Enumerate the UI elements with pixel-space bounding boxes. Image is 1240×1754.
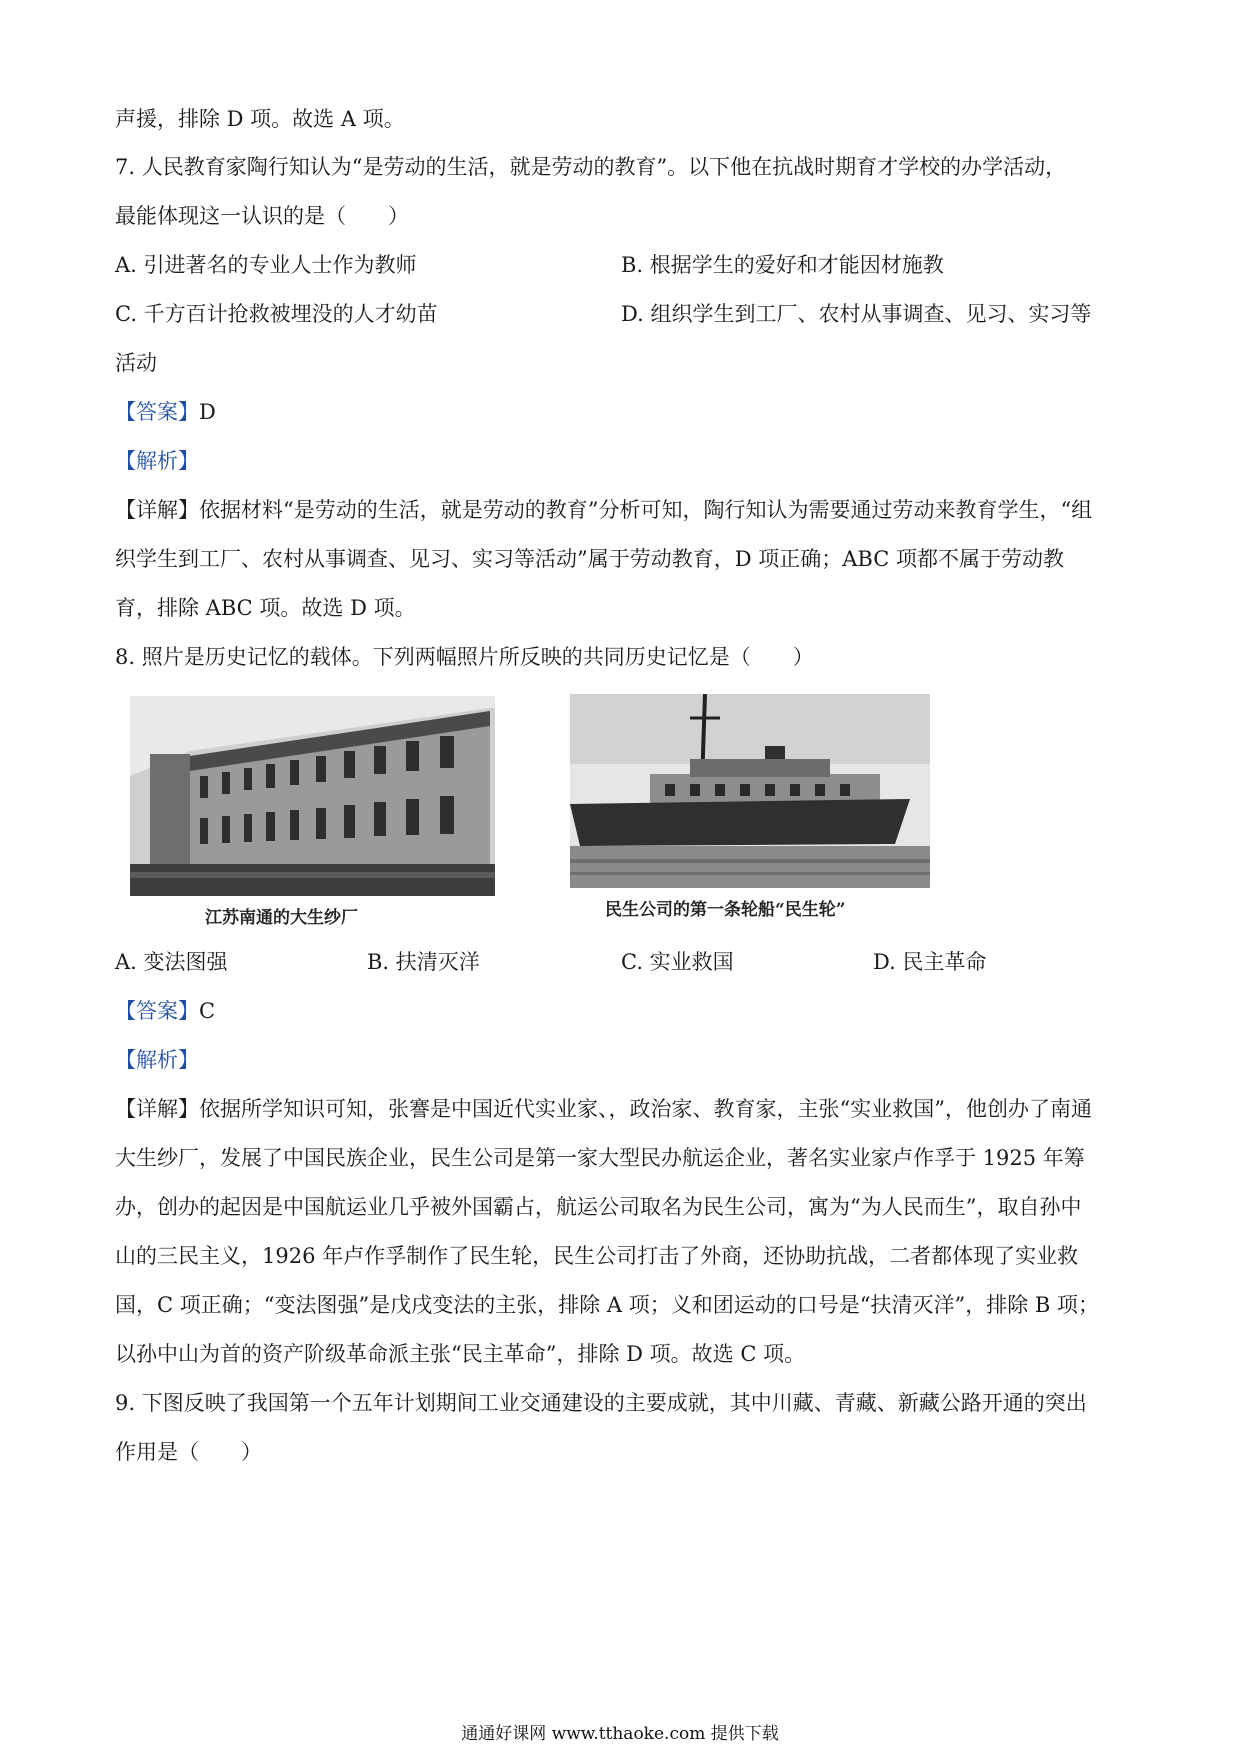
q7-analysis-tag — [115, 446, 199, 476]
q9-stem-line1: 9. 下图反映了我国第一个五年计划期间工业交通建设的主要成就，其中川藏、青藏、新藏公路开通的突出 — [115, 1391, 1087, 1415]
q8-detail-line4: 山的三民主义，1926 年卢作孚制作了民生轮，民生公司打击了外商，还协助抗战，二者都体现了实业救 — [115, 1244, 1079, 1268]
detail-tag: 【详解】 — [115, 1097, 199, 1121]
q7-option-a: A. 引进著名的专业人士作为教师 — [115, 253, 417, 277]
q8-detail-line1 — [115, 1094, 1092, 1124]
q7-stem-line1: 7. 人民教育家陶行知认为“是劳动的生活，就是劳动的教育”。以下他在抗战时期育才学校的办学活动， — [115, 155, 1067, 179]
q7-detail-line1 — [115, 495, 1092, 525]
q8-detail-line3: 办，创办的起因是中国航运业几乎被外国霸占，航运公司取名为民生公司，寓为“为人民而生”，取自孙中 — [115, 1195, 1082, 1219]
q8-option-b: B. 扶清灭洋 — [367, 950, 480, 974]
q7-answer-row — [115, 397, 216, 427]
answer-tag: 【答案】 — [115, 999, 199, 1023]
photo-minsheng-ship — [570, 694, 930, 888]
previous-answer-fragment: 声援，排除 D 项。故选 A 项。 — [115, 107, 405, 131]
q7-stem-line2: 最能体现这一认识的是（ ） — [115, 204, 409, 228]
q7-option-d-cont: 活动 — [115, 351, 157, 375]
analysis-tag: 【解析】 — [115, 449, 199, 473]
q7-option-b: B. 根据学生的爱好和才能因材施教 — [621, 253, 944, 277]
steamship-illustration — [570, 694, 930, 888]
q8-answer-row — [115, 996, 215, 1026]
q7-detail-line3: 育，排除 ABC 项。故选 D 项。 — [115, 596, 416, 620]
q7-option-d: D. 组织学生到工厂、农村从事调查、见习、实习等 — [621, 302, 1092, 326]
photo-dasheng-mill — [130, 696, 495, 896]
q7-detail-line2: 织学生到工厂、农村从事调查、见习、实习等活动”属于劳动教育，D 项正确；ABC 项都不属于劳动教 — [115, 547, 1064, 571]
q8-stem: 8. 照片是历史记忆的载体。下列两幅照片所反映的共同历史记忆是（ ） — [115, 645, 814, 669]
q7-answer-value: D — [199, 400, 216, 424]
q8-analysis-tag — [115, 1045, 199, 1075]
q8-option-c: C. 实业救国 — [621, 950, 734, 974]
q8-detail-text1: 依据所学知识可知，张謇是中国近代实业家、，政治家、教育家，主张“实业救国”，他创办了南通 — [199, 1097, 1092, 1121]
q8-answer-value: C — [199, 999, 216, 1023]
q8-option-d: D. 民主革命 — [873, 950, 987, 974]
page-footer: 通通好课网 www.tthaoke.com 提供下载 — [461, 1724, 779, 1744]
q7-option-c: C. 千方百计抢救被埋没的人才幼苗 — [115, 302, 438, 326]
q9-stem-line2: 作用是（ ） — [115, 1440, 262, 1464]
q8-detail-line5: 国，C 项正确；“变法图强”是戊戌变法的主张，排除 A 项；义和团运动的口号是“扶清灭洋”，排除 B 项； — [115, 1293, 1099, 1317]
q8-detail-line2: 大生纱厂，发展了中国民族企业，民生公司是第一家大型民办航运企业，著名实业家卢作孚于 1925 年筹 — [115, 1146, 1085, 1170]
q7-detail-text1: 依据材料“是劳动的生活，就是劳动的教育”分析可知，陶行知认为需要通过劳动来教育学生，“组 — [199, 498, 1093, 522]
q8-option-a: A. 变法图强 — [115, 950, 228, 974]
analysis-tag: 【解析】 — [115, 1048, 199, 1072]
photo-minsheng-caption: 民生公司的第一条轮船“民生轮” — [605, 900, 846, 920]
detail-tag: 【详解】 — [115, 498, 199, 522]
answer-tag: 【答案】 — [115, 400, 199, 424]
q8-detail-line6: 以孙中山为首的资产阶级革命派主张“民主革命”，排除 D 项。故选 C 项。 — [115, 1342, 806, 1366]
factory-building-illustration — [130, 696, 495, 896]
photo-dasheng-caption: 江苏南通的大生纱厂 — [205, 908, 358, 928]
